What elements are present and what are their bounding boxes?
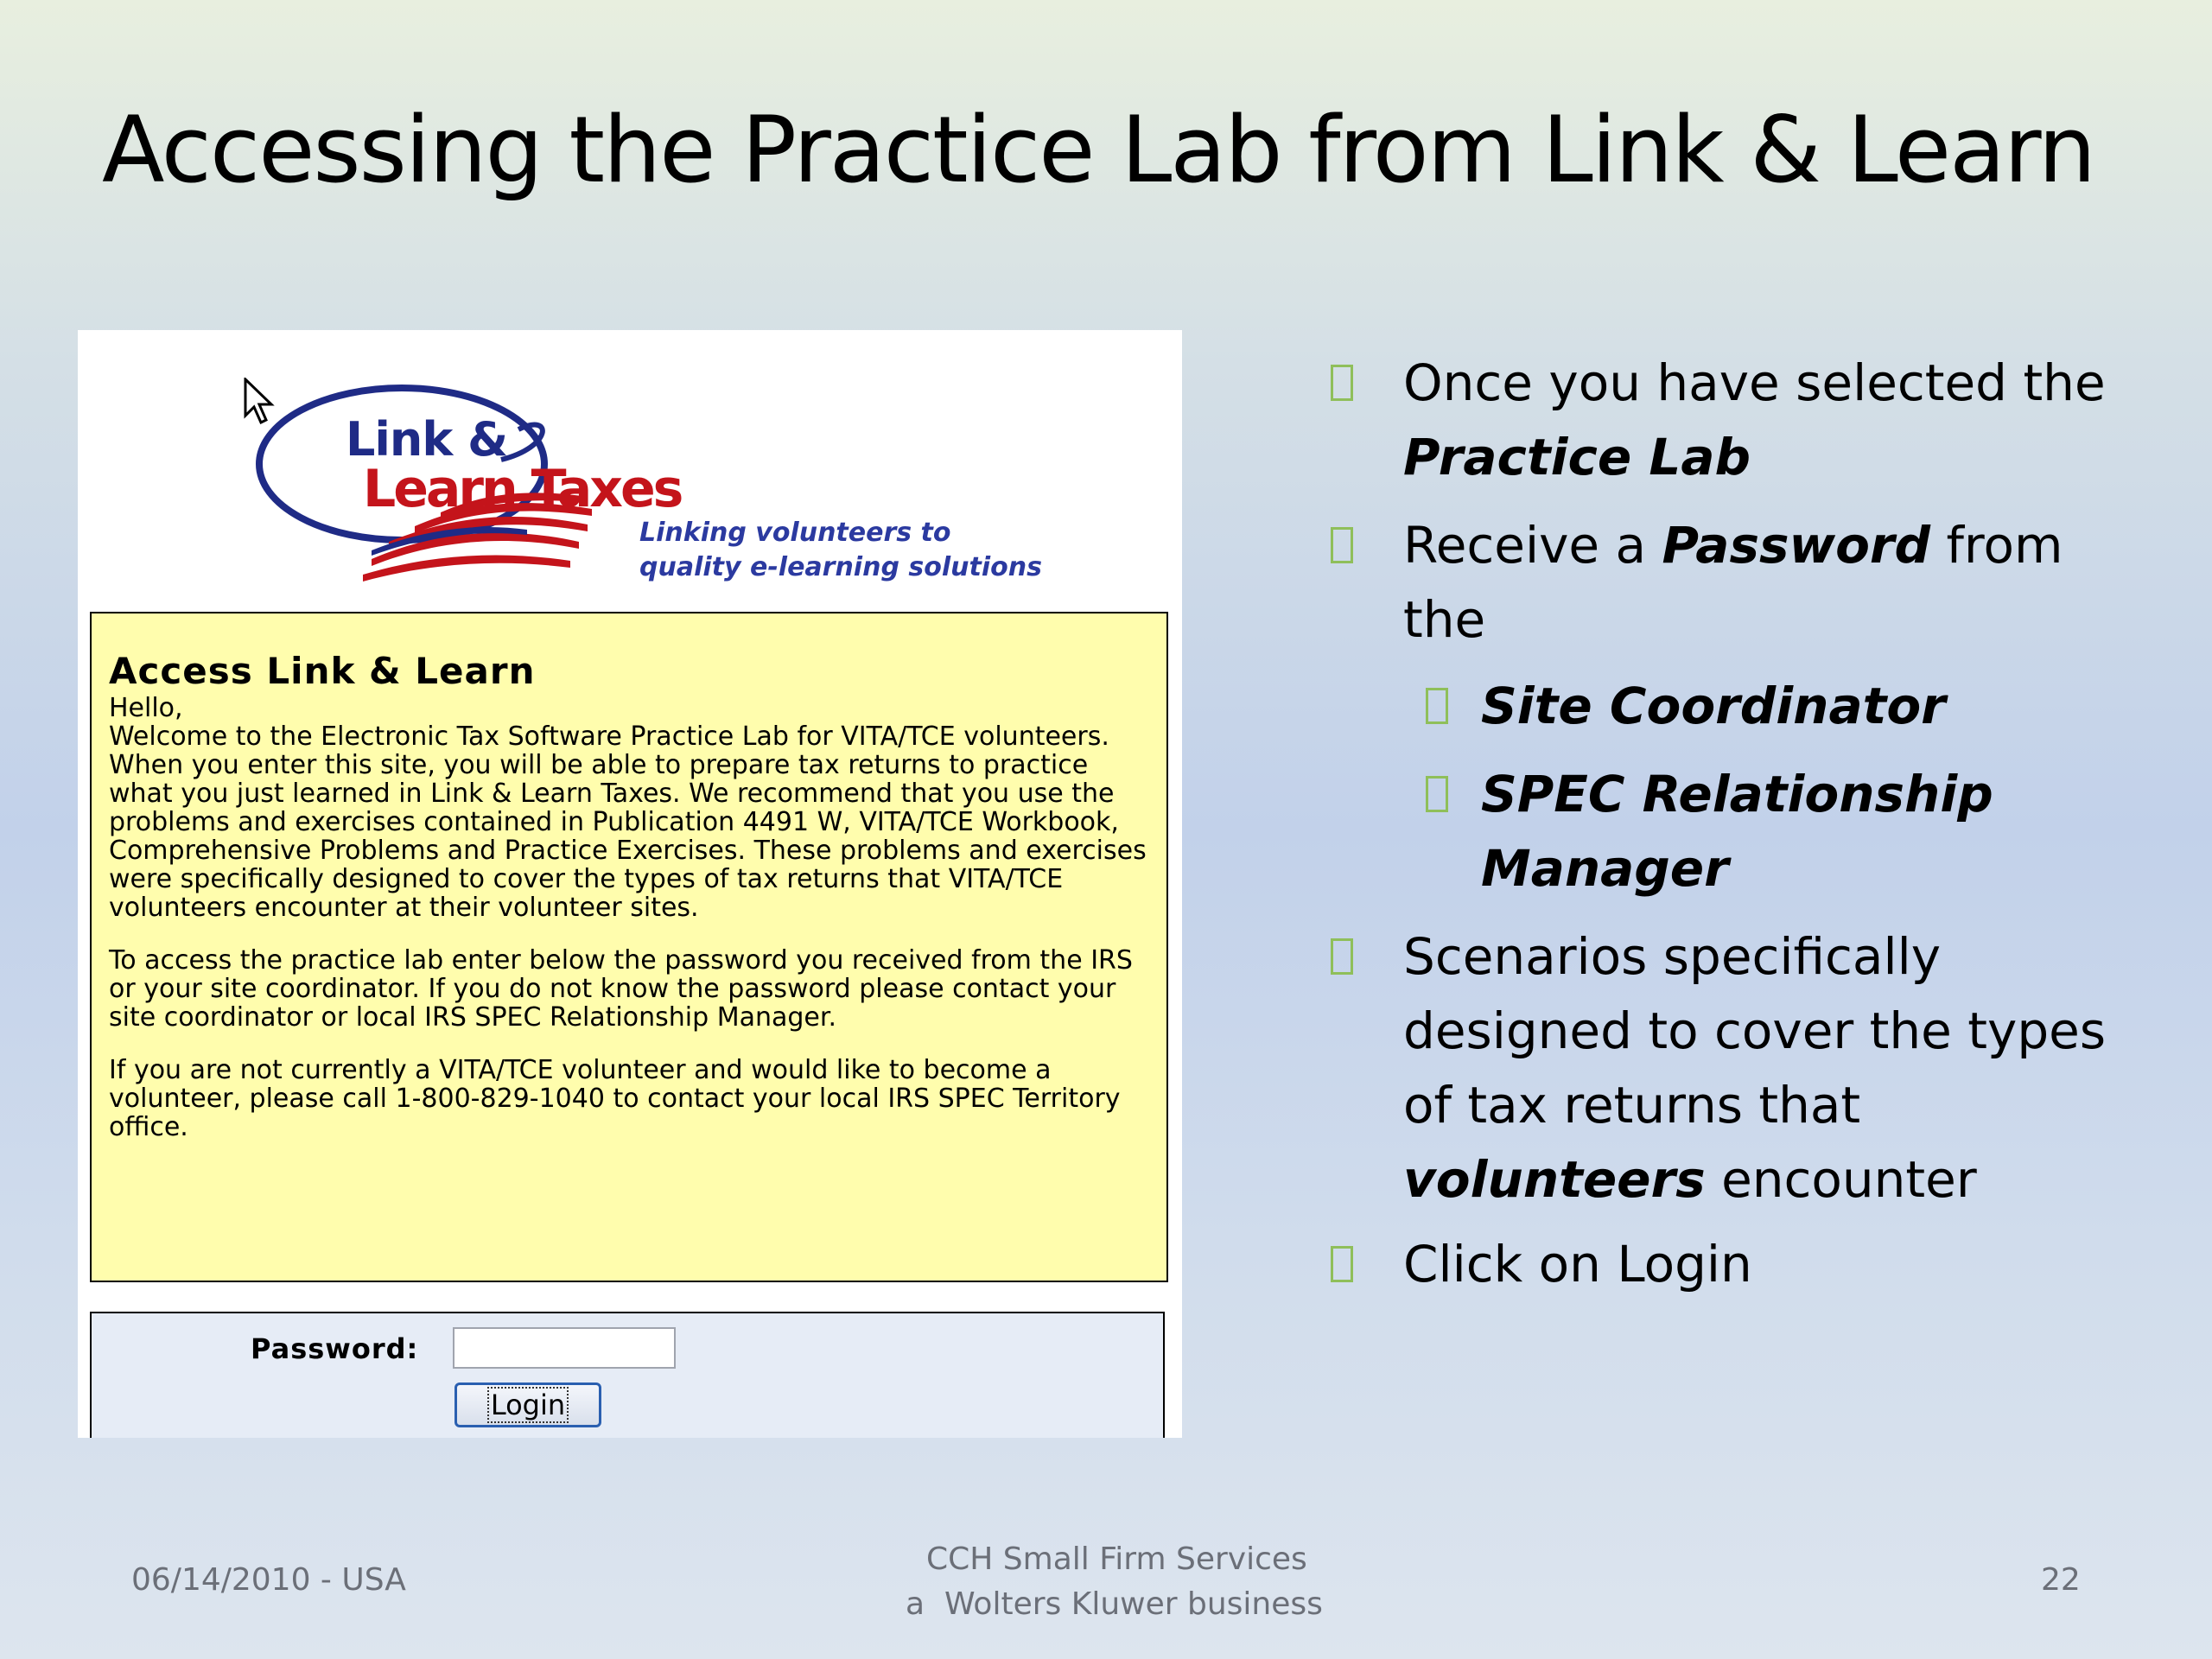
bullet-marker-icon bbox=[1331, 527, 1353, 563]
logo-text-link: Link & bbox=[346, 412, 508, 467]
bullet-text: of tax returns that bbox=[1403, 1076, 1861, 1135]
volunteer-contact-paragraph: If you are not currently a VITA/TCE volunteer and would like to become a volunteer, please call 1-800-829-1040 to contact your local IRS SPEC Territory office. bbox=[109, 1055, 1121, 1142]
access-heading: Access Link & Learn bbox=[109, 650, 536, 692]
login-button[interactable] bbox=[454, 1382, 601, 1427]
tagline-line-2: quality e-learning solutions bbox=[639, 552, 1042, 582]
access-notice-panel bbox=[90, 612, 1168, 1282]
logo-text-learn-taxes: Learn Taxes bbox=[363, 459, 682, 519]
bullet-text: Once you have selected the bbox=[1403, 353, 2106, 412]
bullet-text: encounter bbox=[1705, 1150, 1977, 1209]
bullet-text-emphasis: SPEC Relationship bbox=[1481, 765, 1993, 823]
subbullet-marker-icon bbox=[1426, 776, 1448, 812]
bullet-text: Click on Login bbox=[1403, 1235, 1752, 1294]
bullet-marker-icon bbox=[1331, 365, 1353, 401]
mouse-cursor-icon bbox=[242, 378, 276, 426]
bullet-marker-icon bbox=[1331, 938, 1353, 975]
link-learn-screenshot bbox=[78, 330, 1182, 1438]
tagline-line-1: Linking volunteers to bbox=[639, 518, 951, 548]
bullet-text-emphasis: Practice Lab bbox=[1403, 428, 1751, 486]
footer-date: 06/14/2010 - USA bbox=[131, 1562, 406, 1598]
bullet-text: from bbox=[1930, 516, 2063, 575]
bullet-text: the bbox=[1403, 590, 1486, 649]
bullet-text-emphasis: Site Coordinator bbox=[1481, 677, 1946, 735]
login-button-label: Login bbox=[490, 1389, 566, 1421]
slide-number: 22 bbox=[2041, 1562, 2081, 1598]
footer-company-line-2: a Wolters Kluwer business bbox=[906, 1586, 1323, 1622]
logo-tagline bbox=[639, 516, 1042, 585]
bullet-marker-icon bbox=[1331, 1246, 1353, 1282]
bullet-text: designed to cover the types bbox=[1403, 1001, 2107, 1060]
welcome-paragraph: Hello, Welcome to the Electronic Tax Software Practice Lab for VITA/TCE volunteers. When you enter this site, you will be able to prepare tax returns to practice what you just learned in Link & Learn Taxes. We recommend that you use the problems and exercises contained in Publication 4491 W, VITA/TCE Workbook, Comprehensive Problems and Practice Exercises. These problems and exercises were specifically designed to cover the types of tax returns that VITA/TCE volunteers encounter at their volunteer sites. bbox=[109, 693, 1147, 923]
login-form bbox=[90, 1312, 1165, 1438]
slide-title: Accessing the Practice Lab from Link & Learn bbox=[102, 97, 2094, 203]
password-instructions-paragraph: To access the practice lab enter below the password you received from the IRS or your site coordinator. If you do not know the password please contact your site coordinator or local IRS SPEC Relationship Manager. bbox=[109, 945, 1133, 1033]
subbullet-marker-icon bbox=[1426, 688, 1448, 724]
bullet-text: Receive a bbox=[1403, 516, 1662, 575]
link-learn-logo bbox=[242, 378, 1042, 594]
bullet-text-emphasis: Password bbox=[1662, 516, 1931, 575]
footer-company-line-1: CCH Small Firm Services bbox=[926, 1541, 1307, 1577]
password-label: Password: bbox=[251, 1332, 419, 1365]
bullet-text: Scenarios specifically bbox=[1403, 927, 1942, 986]
bullet-text-emphasis: Manager bbox=[1481, 839, 1729, 898]
bullet-text-emphasis: volunteers bbox=[1403, 1150, 1706, 1209]
password-input[interactable] bbox=[453, 1327, 676, 1369]
